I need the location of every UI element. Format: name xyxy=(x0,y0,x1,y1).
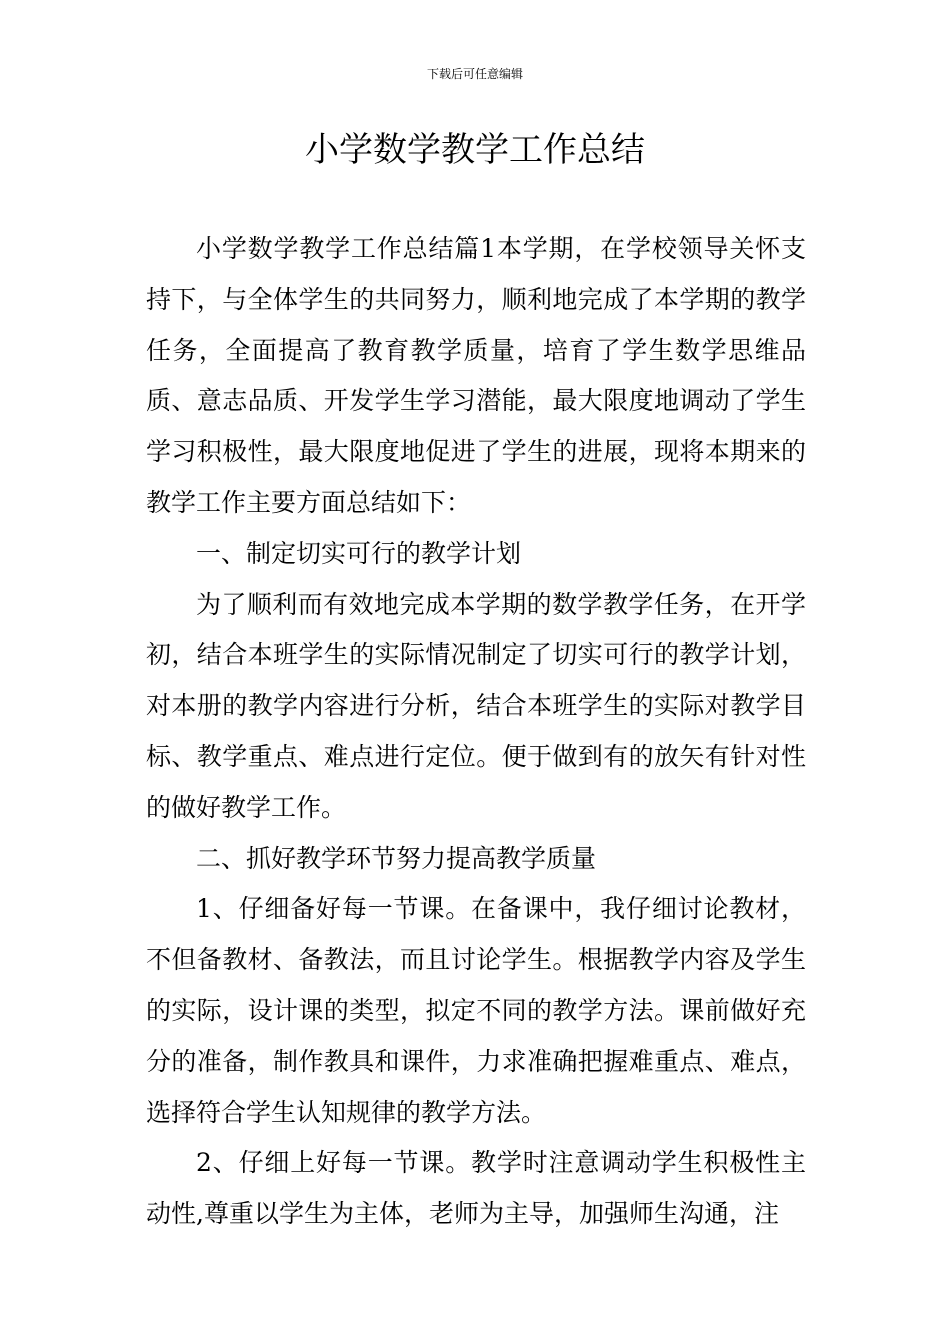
document-title: 小学数学教学工作总结 xyxy=(305,130,645,170)
header-note: 下载后可任意编辑 xyxy=(426,67,523,81)
section-heading-2: 二、抓好教学环节努力提高教学质量 xyxy=(196,843,597,873)
paragraph-prepare-lessons: 1、仔细备好每一节课。在备课中，我仔细讨论教材，不但备教材、备教法，而且讨论学生。根据教学内容及学生的实际，设计课的类型，拟定不同的教学方法。课前做好充分的准备，制作教具和课件，力求准确把握难重点、难点，选择符合学生认知规律的教学方法。 xyxy=(146,894,806,1127)
document-body xyxy=(146,224,806,1240)
paragraph-plan: 为了顺利而有效地完成本学期的数学教学任务，在开学初，结合本班学生的实际情况制定了切实可行的教学计划，对本册的教学内容进行分析，结合本班学生的实际对教学目标、教学重点、难点进行定位。便于做到有的放矢有针对性的做好教学工作。 xyxy=(146,589,806,822)
paragraph-intro: 小学数学教学工作总结篇1本学期，在学校领导关怀支持下，与全体学生的共同努力，顺利地完成了本学期的教学任务，全面提高了教育教学质量，培育了学生数学思维品质、意志品质、开发学生学习潜能，最大限度地调动了学生学习积极性，最大限度地促进了学生的进展，现将本期来的教学工作主要方面总结如下： xyxy=(146,234,806,517)
paragraph-teach-lessons: 2、仔细上好每一节课。教学时注意调动学生积极性主动性,尊重以学生为主体，老师为主导，加强师生沟通，注 xyxy=(146,1148,806,1229)
section-heading-1: 一、制定切实可行的教学计划 xyxy=(196,538,522,568)
